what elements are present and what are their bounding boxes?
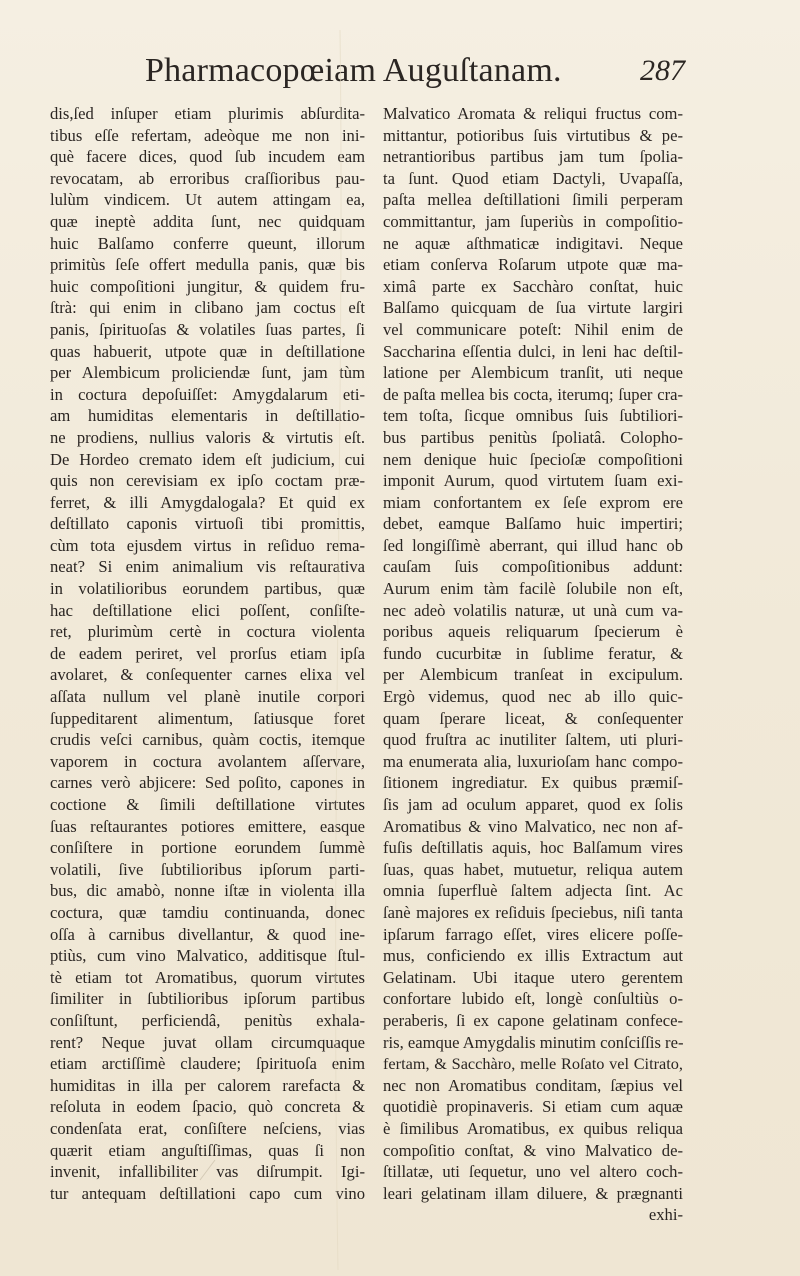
text-line: invenit, infallibiliter vas diſrumpit. Igi- xyxy=(50,1162,365,1182)
text-line: poribus aqueis reliquarum ſpecierum è xyxy=(383,622,683,642)
text-line: confortare lubido eſt, longè conſultiùs o- xyxy=(383,989,683,1009)
text-line: ris, eamque Amygdalis minutim conſciſſis re- xyxy=(383,1032,683,1052)
text-line: debet, eamque Balſamo huic impertiri; xyxy=(383,514,683,534)
text-line: fuſis deſtillatis aquis, hoc Balſamum vires xyxy=(383,838,683,858)
text-line: per Alembicum proliciendæ ſunt, jam tùm xyxy=(50,363,365,383)
text-line: De Hordeo cremato idem eſt judicium, cui xyxy=(50,449,365,469)
text-line: hac deſtillatione elici poſſent, conſiſte- xyxy=(50,600,365,620)
text-line: ne prodiens, nullius valoris & virtutis eſt. xyxy=(50,427,365,447)
text-line: quotidiè propinaveris. Si etiam cum aquæ xyxy=(383,1097,683,1117)
running-title: Pharmacopœiam Auguſtanam. xyxy=(145,52,562,89)
text-line: ma enumerata alia, luxurioſam hanc compo- xyxy=(383,751,683,771)
text-line: quærit etiam anguſtiſſimas, quas ſi non xyxy=(50,1140,365,1160)
text-line: ta ſunt. Quod etiam Dactyli, Uvapaſſa, xyxy=(383,168,683,188)
text-line: dis,ſed inſuper etiam plurimis abſurdita- xyxy=(50,104,365,123)
text-line: vel communicare poteſt: Nihil enim de xyxy=(383,319,683,339)
text-line: què facere dices, quod ſub incudem eam xyxy=(50,147,365,167)
text-line: avolaret, & conſequenter carnes elixa vel xyxy=(50,665,365,685)
text-line: de paſta mellea bis cocta, iterumq; ſuper cra- xyxy=(383,384,683,404)
text-line: ſitionem ingrediatur. Ex quibus præmiſ- xyxy=(383,773,683,793)
text-line: coctura, quæ tamdiu continuanda, donec xyxy=(50,902,365,922)
text-line: Ergò videmus, quod nec ab illo quic- xyxy=(383,687,683,707)
text-line: Saccharina eſſentia dulci, in leni hac deſtil- xyxy=(383,341,683,361)
text-line: volatili, ſive ſubtilioribus ipſorum parti- xyxy=(50,859,365,879)
text-line: cùm tota ejusdem virtus in reſiduo rema- xyxy=(50,535,365,555)
text-line: in coctura depoſuiſſet: Amygdalarum eti- xyxy=(50,384,365,404)
text-line: condenſata erat, conſiſtere neſciens, vias xyxy=(50,1118,365,1138)
text-line: etiam conſerva Roſarum utpote quæ ma- xyxy=(383,255,683,275)
text-line: bus, dic amabò, nonne iſtæ in violenta illa xyxy=(50,881,365,901)
left-text-column xyxy=(50,103,365,1204)
text-line: ximâ parte ex Sacchàro conſtat, huic xyxy=(383,276,683,296)
text-line: ſanè majores ex reſiduis ſpeciebus, niſi tanta xyxy=(383,902,683,922)
text-line: bus partibus penitùs ſpoliatâ. Colopho- xyxy=(383,427,683,447)
text-line: nem denique huic ſpecioſæ compoſitioni xyxy=(383,449,683,469)
text-line: Aurum enim tàm facilè ſolubile non eſt, xyxy=(383,579,683,599)
text-line: vaporem in coctura avolantem aſſervare, xyxy=(50,751,365,771)
text-line: è ſimilibus Aromatibus, ex quibus reliqua xyxy=(383,1118,683,1138)
text-line: fundo cucurbitæ in ſublime feratur, & xyxy=(383,643,683,663)
text-line: ferret, & illi Amygdalogala? Et quid ex xyxy=(50,492,365,512)
text-line: ſed longiſſimè aberrant, qui illud hanc ob xyxy=(383,535,683,555)
text-line: cauſam ſuis compoſitionibus addunt: xyxy=(383,557,683,577)
text-line: huic Balſamo conferre queunt, illorum xyxy=(50,233,365,253)
text-line: ſis jam ad oculum apparet, quod ex ſolis xyxy=(383,795,683,814)
text-line: ſtillatæ, uti ſequetur, uno vel altero coch- xyxy=(383,1162,683,1182)
text-line: quis non cerevisiam ex ipſo coctam præ- xyxy=(50,471,365,491)
text-line: omnia ſuperfluè ſaltem adjecta ſint. Ac xyxy=(383,881,683,901)
text-line: miam confortantem ex ſeſe exprom ere xyxy=(383,492,683,512)
text-line: reſoluta in eodem ſpacio, quò concreta & xyxy=(50,1097,365,1117)
text-line: primitùs ſeſe offert medulla panis, quæ bis xyxy=(50,255,365,275)
text-line: coctione & ſimili deſtillatione virtutes xyxy=(50,795,365,814)
text-line: quam ſperare liceat, & conſequenter xyxy=(383,708,683,728)
text-line: am humiditas elementaris in deſtillatio- xyxy=(50,406,365,426)
text-line: per Alembicum tranſeat in excipulum. xyxy=(383,665,683,685)
text-line: ret, plurimùm certè in coctura violenta xyxy=(50,622,365,642)
text-line: Gelatinam. Ubi itaque utero gerentem xyxy=(383,967,683,987)
text-line: nec adeò volatilis naturæ, ut unà cum va- xyxy=(383,600,683,620)
right-text-column xyxy=(383,103,683,1226)
right-column-lines xyxy=(383,103,683,1204)
text-line: ipſarum farrago eſſet, vires elicere poſſe- xyxy=(383,924,683,944)
text-line: de eadem periret, vel prorſus etiam ipſa xyxy=(50,643,365,663)
text-line: huic compoſitioni jungitur, & quidem fru- xyxy=(50,276,365,296)
text-line: Malvatico Aromata & reliqui fructus com- xyxy=(383,104,683,123)
text-line: conſiſtere in portione eorundem ſummè xyxy=(50,838,365,858)
text-line: nec non Aromatibus conditam, ſæpius vel xyxy=(383,1075,683,1095)
text-line: peraberis, ſi ex capone gelatinam confece- xyxy=(383,1010,683,1030)
text-line: aſſata nullum vel planè inutile corpori xyxy=(50,687,365,707)
text-line: leari gelatinam illam diluere, & prægnanti xyxy=(383,1183,683,1203)
text-line: quæ ineptè addita ſunt, nec quidquam xyxy=(50,211,365,231)
text-line: crudis veſci carnibus, quàm coctis, itemque xyxy=(50,730,365,750)
text-line: ſuas reſtaurantes potiores emittere, easque xyxy=(50,816,365,836)
text-line: Aromatibus & vino Malvatico, nec non af- xyxy=(383,816,683,836)
text-line: ne aquæ aſthmaticæ indigitavi. Neque xyxy=(383,233,683,253)
catchword-row xyxy=(383,1204,683,1226)
text-line: tè etiam tot Aromatibus, quorum virtutes xyxy=(50,967,365,987)
text-line: tem toſta, ſicque omnibus ſuis ſubtiliori- xyxy=(383,406,683,426)
page-number: 287 xyxy=(640,54,685,87)
text-line: fertam, & Sacchàro, melle Roſato vel Citrato, xyxy=(383,1054,683,1074)
text-line: imponit Aurum, quod virtutem ſuam exi- xyxy=(383,471,683,491)
text-line: etiam arctiſſimè claudere; ſpirituoſa enim xyxy=(50,1054,365,1074)
text-line: tur antequam deſtillationi capo cum vino xyxy=(50,1183,365,1203)
text-line: oſſa à carnibus divellantur, & quod ine- xyxy=(50,924,365,944)
text-line: ptiùs, cum vino Malvatico, additisque ſtul- xyxy=(50,946,365,966)
text-line: humiditas in illa per calorem rarefacta & xyxy=(50,1075,365,1095)
text-line: mittantur, potioribus ſuis virtutibus & pe- xyxy=(383,125,683,145)
text-line: carnes verò abjicere: Sed poſito, capones in xyxy=(50,773,365,793)
text-line: deſtillato caponis virtuoſi tibi promittis, xyxy=(50,514,365,534)
text-line: neat? Si enim animalium vis reſtaurativa xyxy=(50,557,365,577)
text-line: ſuppeditarent alimentum, ſatiusque foret xyxy=(50,708,365,728)
text-line: mus, conficiendo ex illis Extractum aut xyxy=(383,946,683,966)
text-line: netrantioribus partibus jam tum ſpolia- xyxy=(383,147,683,167)
text-line: revocatam, ab erroribus craſſioribus pau- xyxy=(50,168,365,188)
text-line: latione per Alembicum tranſit, uti neque xyxy=(383,363,683,383)
text-line: rent? Neque juvat ollam circumquaque xyxy=(50,1032,365,1052)
text-line: in volatilioribus eorundem partibus, quæ xyxy=(50,579,365,599)
text-line: committantur, jam ſuperiùs in compoſitio- xyxy=(383,211,683,231)
text-line: panis, ſpirituoſas & volatiles ſuas partes, ſi xyxy=(50,319,365,339)
text-line: ſtrà: qui enim in clibano jam coctus eſt xyxy=(50,298,365,318)
text-line: ſimiliter in ſubtilioribus ipſorum partibus xyxy=(50,989,365,1009)
text-line: quas habuerit, utpote quæ in deſtillatione xyxy=(50,341,365,361)
text-line: ſuas, quas habet, mutuetur, reliqua autem xyxy=(383,859,683,879)
text-line: Balſamo quicquam de ſua virtute largiri xyxy=(383,298,683,318)
text-line: paſta mellea deſtillationi ſimili perperam xyxy=(383,190,683,210)
page-header xyxy=(0,52,800,98)
text-line: lulùm vindicem. Ut autem attingam ea, xyxy=(50,190,365,210)
text-line: compoſitio conſtat, & vino Malvatico de- xyxy=(383,1140,683,1160)
catchword: exhi- xyxy=(648,1205,683,1225)
text-line: quod fruſtra ac inutiliter ſaltem, uti pluri- xyxy=(383,730,683,750)
text-line: conſiſtunt, perficiendâ, penitùs exhala- xyxy=(50,1010,365,1030)
text-line: tibus eſſe refertam, adeòque me non ini- xyxy=(50,125,365,145)
